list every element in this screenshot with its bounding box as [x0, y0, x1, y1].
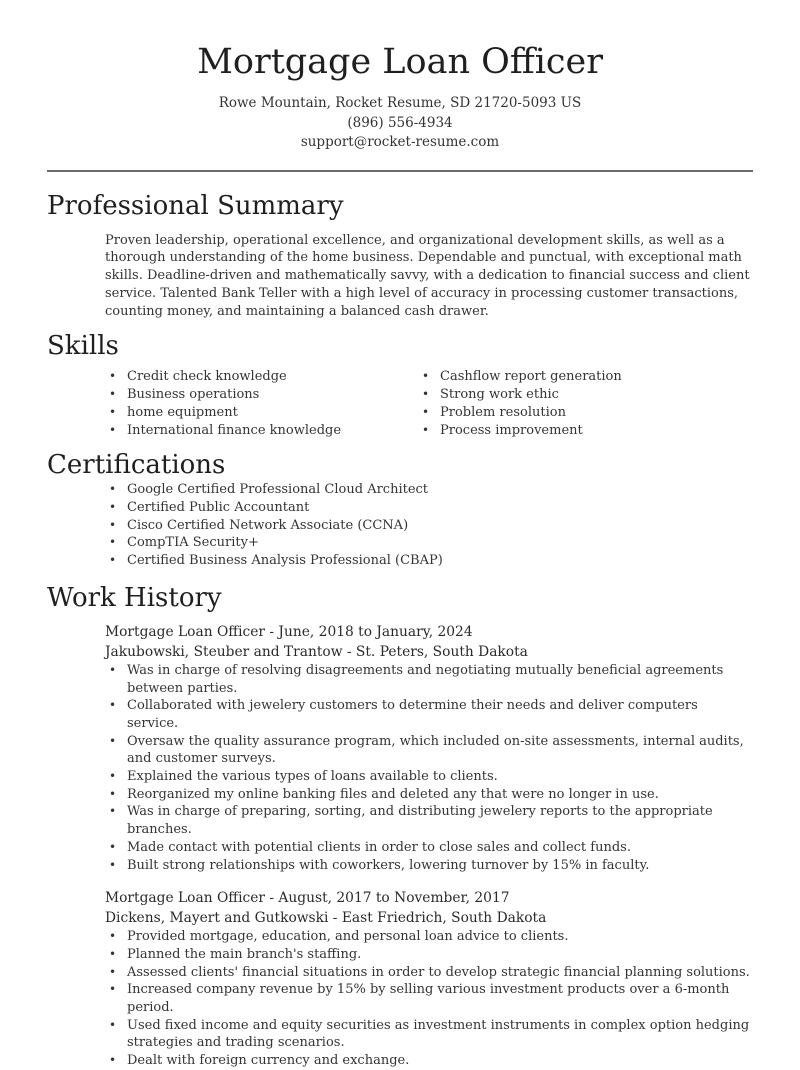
job-duty: • Dealt with foreign currency and exchange. [127, 1052, 753, 1070]
resume-header [47, 0, 753, 153]
job-company-location: Jakubowski, Steuber and Trantow - St. Peters, South Dakota [105, 643, 528, 660]
contact-info [47, 94, 753, 153]
certification-item: • Google Certified Professional Cloud Architect [127, 481, 753, 499]
job-duty: • Planned the main branch's staffing. [127, 946, 753, 964]
skills-section [47, 330, 753, 439]
certification-item: • Cisco Certified Network Associate (CCNA) [127, 517, 753, 535]
job-title-dates: Mortgage Loan Officer - August, 2017 to November, 2017 [105, 890, 510, 907]
job-duty: • Reorganized my online banking files and deleted any that were no longer in use. [127, 786, 753, 804]
job-duty: • Collaborated with jewelery customers to determine their needs and deliver computers service. [127, 697, 753, 732]
header-divider [47, 170, 753, 172]
phone: (896) 556-4934 [347, 114, 453, 131]
summary-text: Proven leadership, operational excellence, and organizational development skills, as well as a thorough understanding of the home business. Dependable and punctual, with exceptional math skills. Deadline-driven and mathematically savvy, with a dedication to financial success and client service. Talented Bank Teller with a high level of accuracy in processing customer transactions, counting money, and maintaining a balanced cash drawer. [105, 232, 750, 319]
job-duty: • Was in charge of resolving disagreements and negotiating mutually beneficial agreements between parties. [127, 662, 753, 697]
summary-heading: Professional Summary [47, 190, 344, 221]
skill-item: • Strong work ethic [440, 386, 753, 404]
skill-item: • home equipment [127, 404, 440, 422]
job-duties-list [47, 662, 753, 874]
certification-item: • Certified Business Analysis Professional (CBAP) [127, 552, 753, 570]
skill-item: • Credit check knowledge [127, 368, 440, 386]
skill-item: • Cashflow report generation [440, 368, 753, 386]
certifications-list [47, 481, 753, 570]
job-company-location: Dickens, Mayert and Gutkowski - East Friedrich, South Dakota [105, 910, 547, 927]
candidate-name: Mortgage Loan Officer [197, 42, 603, 82]
address: Rowe Mountain, Rocket Resume, SD 21720-5093 US [218, 95, 582, 111]
summary-section [47, 190, 753, 321]
job-duty: • Assessed clients' financial situations in order to develop strategic financial planning solutions. [127, 964, 753, 982]
skills-columns [47, 368, 753, 439]
certifications-heading: Certifications [47, 450, 226, 481]
email[interactable]: support@rocket-resume.com [300, 134, 500, 150]
job-duty: • Was in charge of preparing, sorting, and distributing jewelery reports to the appropriate branches. [127, 803, 753, 838]
job-duty: • Provided mortgage, education, and personal loan advice to clients. [127, 928, 753, 946]
job-duties-list [47, 928, 753, 1070]
work-history-heading: Work History [47, 582, 222, 613]
job-entry [47, 622, 753, 874]
skills-list-right [440, 368, 753, 439]
job-duty: • Increased company revenue by 15% by selling various investment products over a 6-month period. [127, 981, 753, 1016]
skill-item: • International finance knowledge [127, 422, 440, 440]
skill-item: • Business operations [127, 386, 440, 404]
job-duty: • Oversaw the quality assurance program, which included on-site assessments, internal audits, and customer surveys. [127, 733, 753, 768]
skill-item: • Process improvement [440, 422, 753, 440]
skills-heading: Skills [47, 331, 119, 362]
skills-list-left [47, 368, 440, 439]
job-duty: • Used fixed income and equity securities as investment instruments in complex option hedging strategies and trading scenarios. [127, 1017, 753, 1052]
job-title-dates: Mortgage Loan Officer - June, 2018 to January, 2024 [105, 623, 473, 640]
certifications-section [47, 449, 753, 570]
job-entry [47, 888, 753, 1070]
skill-item: • Problem resolution [440, 404, 753, 422]
certification-item: • Certified Public Accountant [127, 499, 753, 517]
job-duty: • Built strong relationships with coworkers, lowering turnover by 15% in faculty. [127, 857, 753, 875]
job-duty: • Explained the various types of loans available to clients. [127, 768, 753, 786]
certification-item: • CompTIA Security+ [127, 534, 753, 552]
work-history-section [47, 582, 753, 1070]
job-duty: • Made contact with potential clients in order to close sales and collect funds. [127, 839, 753, 857]
